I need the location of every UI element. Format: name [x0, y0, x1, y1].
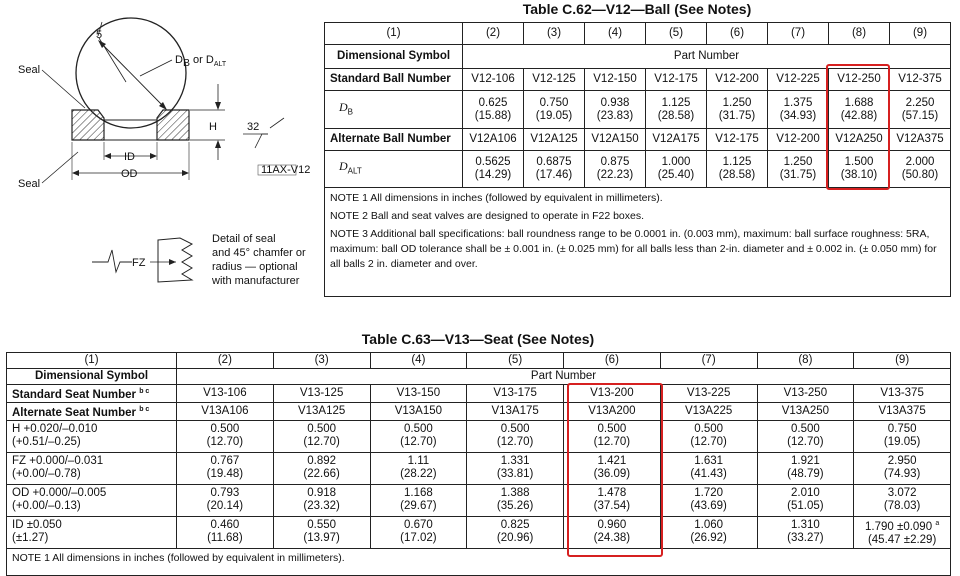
table63-cell: V13A200 — [564, 402, 661, 420]
table62-cell: V12-200 — [707, 69, 768, 91]
table62-note1: NOTE 1 All dimensions in inches (followed by equivalent in millimeters). — [330, 192, 663, 204]
table63-cell: 1.388 (35.26) — [467, 484, 564, 516]
table62-cell: V12-175 — [646, 69, 707, 91]
table63-cell: 1.331 (33.81) — [467, 452, 564, 484]
table62-cell: V12-200 — [768, 129, 829, 151]
table62-cell: 0.625 (15.88) — [463, 91, 524, 129]
table63-std-label: Standard Seat Number $^{b c}$ — [7, 385, 177, 403]
table63-cell: 1.168 (29.67) — [370, 484, 467, 516]
table63-h-row — [7, 420, 951, 452]
table63-cell: 0.460 (11.68) — [177, 516, 274, 548]
table62-cell: V12A125 — [524, 129, 585, 151]
table62-cell: V12A150 — [585, 129, 646, 151]
table63-cell: 1.720 (43.69) — [660, 484, 757, 516]
table63-colnum: (2) — [177, 353, 274, 369]
table63-dim-symbol-header: Dimensional Symbol — [7, 369, 177, 385]
table62-cell: 0.5625 (14.29) — [463, 151, 524, 188]
table63-cell: 0.500 (12.70) — [273, 420, 370, 452]
table62-cell: V12-375 — [890, 69, 951, 91]
table62-db-label: $D_B$ — [325, 91, 463, 129]
table62-cell: 0.750 (19.05) — [524, 91, 585, 129]
table62-note2: NOTE 2 Ball and seat valves are designed to operate in F22 boxes. — [330, 210, 645, 222]
table62-colnum: (8) — [829, 23, 890, 45]
table63-cell: 2.950 (74.93) — [854, 452, 951, 484]
table63-cell: 0.825 (20.96) — [467, 516, 564, 548]
diagram-detail-line2: and 45° chamfer or — [212, 247, 306, 259]
table63-colnum: (7) — [660, 353, 757, 369]
table63-cell: V13A225 — [660, 402, 757, 420]
table63-cell: V13A250 — [757, 402, 854, 420]
table62-cell: V12A175 — [646, 129, 707, 151]
table63-cell: 1.060 (26.92) — [660, 516, 757, 548]
table63-fz-row — [7, 452, 951, 484]
table62-part-number-header: Part Number — [463, 45, 951, 69]
table63-alt-row — [7, 402, 951, 420]
table63-cell: V13-106 — [177, 385, 274, 403]
diagram-label-seal-bottom: Seal — [18, 178, 41, 190]
table63-std-row — [7, 385, 951, 403]
ball-seat-diagram — [0, 0, 320, 300]
diagram-detail-line1: Detail of seal — [212, 233, 276, 245]
table62-colnum: (4) — [585, 23, 646, 45]
table63-cell: 0.500 (12.70) — [757, 420, 854, 452]
table62-colnum: (5) — [646, 23, 707, 45]
table62-cell: 1.000 (25.40) — [646, 151, 707, 188]
table63-colnum: (1) — [7, 353, 177, 369]
table62-cell: V12-106 — [463, 69, 524, 91]
diagram-detail-line3: radius — optional — [212, 261, 298, 273]
table63-cell: 1.310 (33.27) — [757, 516, 854, 548]
table62-cell: 2.000 (50.80) — [890, 151, 951, 188]
table63-cell: 1.921 (48.79) — [757, 452, 854, 484]
table63-cell: V13A106 — [177, 402, 274, 420]
table63-fz-label: FZ +0.000/–0.031 (+0.00/–0.78) — [7, 452, 177, 484]
table62-cell: V12-150 — [585, 69, 646, 91]
table62-cell: 2.250 (57.15) — [890, 91, 951, 129]
table63-colnum: (5) — [467, 353, 564, 369]
table62-cell: V12-125 — [524, 69, 585, 91]
table62-colnum: (9) — [890, 23, 951, 45]
table63 — [6, 352, 951, 576]
table63-cell: V13-225 — [660, 385, 757, 403]
table63-cell: 0.918 (23.32) — [273, 484, 370, 516]
diagram-label-od: OD — [121, 168, 138, 180]
table63-id-label: ID ±0.050 (±1.27) — [7, 516, 177, 548]
table63-note1: NOTE 1 All dimensions in inches (followed by equivalent in millimeters). — [7, 548, 951, 575]
table62-cell: 1.375 (34.93) — [768, 91, 829, 129]
table63-notes-row — [7, 548, 951, 575]
table63-cell: V13-175 — [467, 385, 564, 403]
table63-cell: 0.767 (19.48) — [177, 452, 274, 484]
table62-colnum: (2) — [463, 23, 524, 45]
table63-cell: 1.631 (41.43) — [660, 452, 757, 484]
table63-cell: 0.750 (19.05) — [854, 420, 951, 452]
diagram-label-seal-top: Seal — [18, 64, 41, 76]
table63-cell: 3.072 (78.03) — [854, 484, 951, 516]
table63-colnum: (3) — [273, 353, 370, 369]
table62-cell: 1.688 (42.88) — [829, 91, 890, 129]
table63-cell: 0.500 (12.70) — [660, 420, 757, 452]
diagram-label-db: DB or $D_{ALT}$ — [175, 54, 227, 69]
table62-cell: 0.875 (22.23) — [585, 151, 646, 188]
diagram-label-5: 5 — [96, 29, 103, 41]
diagram-label-finish: 32 — [247, 121, 260, 133]
table62-colnum: (7) — [768, 23, 829, 45]
table63-cell: V13-150 — [370, 385, 467, 403]
table63-colnum: (9) — [854, 353, 951, 369]
table62-cell: 0.6875 (17.46) — [524, 151, 585, 188]
table62-cell: 1.125 (28.58) — [707, 151, 768, 188]
table63-header-row — [7, 369, 951, 385]
table62-cell: V12A375 — [890, 129, 951, 151]
table63-cell: 0.550 (13.97) — [273, 516, 370, 548]
table63-highlight-box — [567, 383, 663, 557]
table62-cell: V12-225 — [768, 69, 829, 91]
table62-alt-label: Alternate Ball Number — [325, 129, 463, 151]
table63-cell: 1.790 ±0.090 $^a$ (45.47 ±2.29) — [854, 516, 951, 548]
table63-part-number-header: Part Number — [177, 369, 951, 385]
table62-colnum: (1) — [325, 23, 463, 45]
table62-notes — [325, 188, 951, 297]
ball-seat-drawing — [0, 0, 320, 300]
table62-cell: 1.250 (31.75) — [707, 91, 768, 129]
table63-alt-label: Alternate Seat Number $^{b c}$ — [7, 402, 177, 420]
table63-cell: 0.892 (22.66) — [273, 452, 370, 484]
diagram-label-h: H — [209, 121, 217, 133]
table63-cell: 0.960 (24.38) — [564, 516, 661, 548]
table63-cell: 0.670 (17.02) — [370, 516, 467, 548]
table63-cell: 0.500 (12.70) — [467, 420, 564, 452]
table63-cell: 1.478 (37.54) — [564, 484, 661, 516]
table62-title: Table C.62—V12—Ball (See Notes) — [522, 1, 752, 17]
table63-cell: 2.010 (51.05) — [757, 484, 854, 516]
table63-colnum: (8) — [757, 353, 854, 369]
table63-cell: V13A175 — [467, 402, 564, 420]
table63-colnum-row — [7, 353, 951, 369]
table63-cell: 0.793 (20.14) — [177, 484, 274, 516]
table63-cell: V13A150 — [370, 402, 467, 420]
table62-colnum: (6) — [707, 23, 768, 45]
table62-cell: V12A250 — [829, 129, 890, 151]
table62-cell: 0.938 (23.83) — [585, 91, 646, 129]
table62-dim-symbol-header: Dimensional Symbol — [325, 45, 463, 69]
table62-note3: NOTE 3 Additional ball specifications: ball roundness range to be 0.0001 in. (0.003 mm), maximum: ball surface roughness: 5RA, maximum: ball OD tolerance shall be ± 0.001 in. (± 0.025 mm) for all balls less than 2-in. diameter and ± 0.002 in. (± 0.050 mm) for all balls 2 in. diameter and over. — [330, 228, 937, 270]
diagram-detail-line4: with manufacturer — [212, 275, 300, 287]
table63-cell: 0.500 (12.70) — [370, 420, 467, 452]
table63-cell: V13-250 — [757, 385, 854, 403]
table63-cell: 0.500 (12.70) — [564, 420, 661, 452]
table63-cell: V13-125 — [273, 385, 370, 403]
table63-title: Table C.63—V13—Seat (See Notes) — [361, 331, 595, 347]
table63-cell: V13-375 — [854, 385, 951, 403]
table63-id-row — [7, 516, 951, 548]
table63-colnum: (6) — [564, 353, 661, 369]
table62-cell: V12-250 — [829, 69, 890, 91]
table63-cell: 1.421 (36.09) — [564, 452, 661, 484]
table63-od-row — [7, 484, 951, 516]
table62-colnum-row — [325, 23, 951, 45]
diagram-label-fz: FZ — [132, 257, 146, 269]
table62-dalt-label: $D_{ALT}$ — [325, 151, 463, 188]
table62-cell: 1.250 (31.75) — [768, 151, 829, 188]
table62-cell: V12-175 — [707, 129, 768, 151]
table63-od-label: OD +0.000/–0.005 (+0.00/–0.13) — [7, 484, 177, 516]
table63-cell: V13-200 — [564, 385, 661, 403]
table62-notes-row — [325, 188, 951, 297]
table62-cell: 1.500 (38.10) — [829, 151, 890, 188]
table62-highlight-box — [826, 64, 890, 190]
diagram-label-id: ID — [124, 151, 135, 163]
table63-cell: V13A375 — [854, 402, 951, 420]
table62-std-label: Standard Ball Number — [325, 69, 463, 91]
table63-cell: 0.500 (12.70) — [177, 420, 274, 452]
table63-cell: 1.11 (28.22) — [370, 452, 467, 484]
table62-colnum: (3) — [524, 23, 585, 45]
table62-cell: 1.125 (28.58) — [646, 91, 707, 129]
table63-cell: V13A125 — [273, 402, 370, 420]
table63-h-label: H +0.020/–0.010 (+0.51/–0.25) — [7, 420, 177, 452]
diagram-label-tag: 11AX-V12 — [261, 164, 311, 176]
table63-colnum: (4) — [370, 353, 467, 369]
table62-cell: V12A106 — [463, 129, 524, 151]
